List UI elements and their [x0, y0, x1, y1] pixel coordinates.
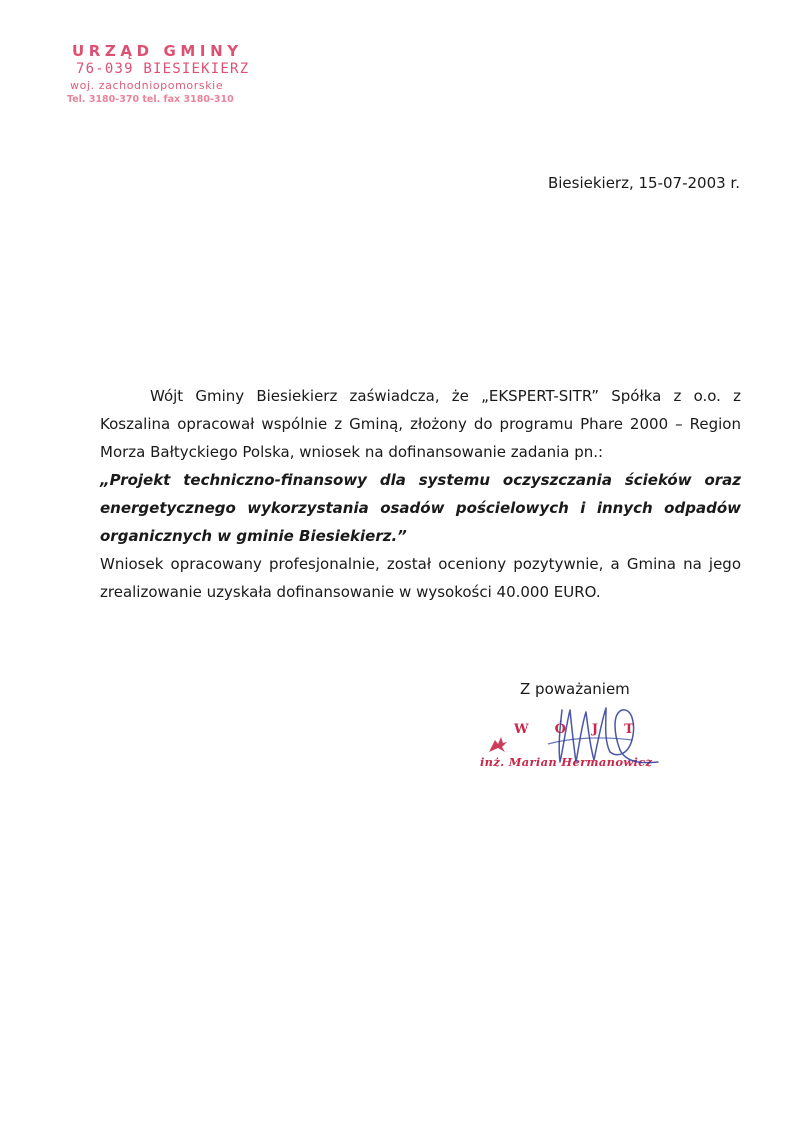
- intro-paragraph: Wójt Gminy Biesiekierz zaświadcza, że „EKSPERT-SITR” Spółka z o.o. z Koszalina opracował wspólnie z Gminą, złożony do programu Phare 2000 – Region Morza Bałtyckiego Polska, wniosek na dofinansowanie zadania pn.:: [100, 387, 741, 461]
- letter-body: [100, 382, 741, 606]
- stamp-phone: Tel. 3180-370 tel. fax 3180-310: [67, 94, 234, 105]
- stamp-office-name: URZĄD GMINY: [72, 42, 243, 60]
- conclusion-paragraph: Wniosek opracowany profesjonalnie, został oceniony pozytywnie, a Gmina na jego zrealizowanie uzyskała dofinansowanie w wysokości 40.000 EURO.: [100, 555, 741, 601]
- handwritten-signature: [540, 700, 660, 772]
- letter-date: Biesiekierz, 15-07-2003 r.: [547, 174, 740, 192]
- signature-stamp-name: inż. Marian Hermanowicz: [480, 755, 653, 769]
- stamp-postal-address: 76-039 BIESIEKIERZ: [76, 61, 250, 77]
- closing-salutation: Z poważaniem: [520, 680, 630, 698]
- stamp-voivodeship: woj. zachodniopomorskie: [70, 79, 224, 92]
- signature-stamp-title: WÓJT: [514, 722, 660, 737]
- municipal-office-stamp: [64, 42, 274, 105]
- project-title: „Projekt techniczno-finansowy dla systemu oczyszczania ścieków oraz energetycznego wykorzystania osadów pościelowych i innych odpadów organicznych w gminie Biesiekierz.”: [100, 471, 741, 545]
- eagle-emblem-icon: [487, 734, 509, 754]
